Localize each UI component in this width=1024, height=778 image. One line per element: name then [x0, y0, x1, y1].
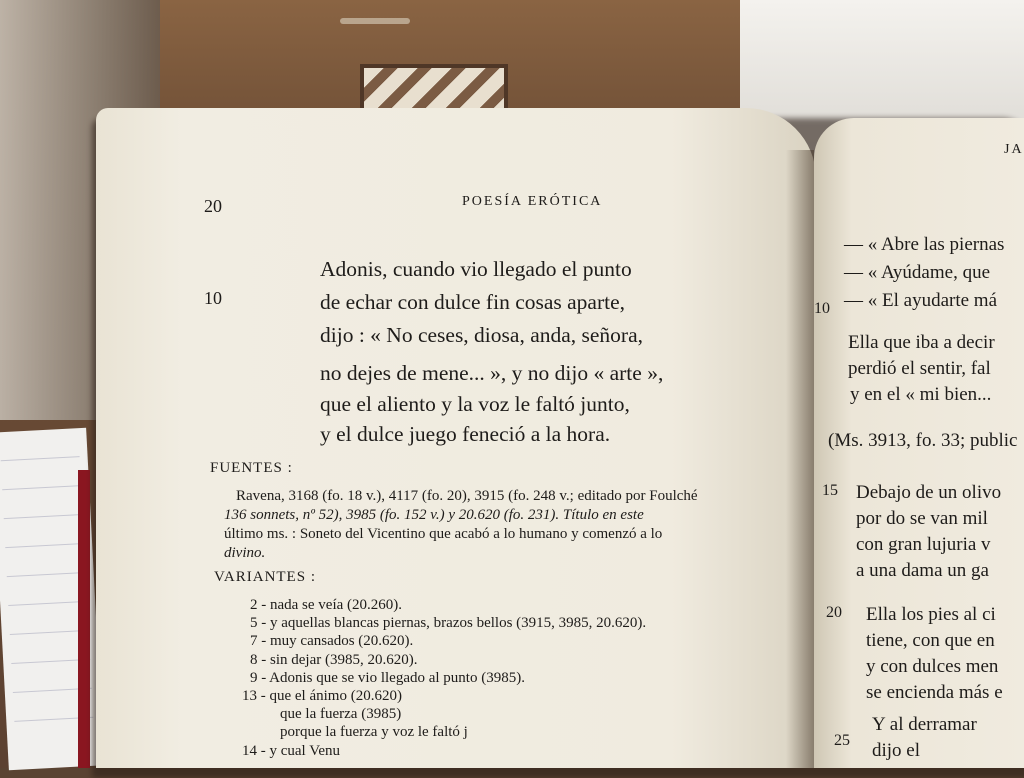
fuentes-label: FUENTES :	[210, 460, 293, 476]
verse-line: de echar con dulce fin cosas aparte,	[320, 290, 626, 314]
book-gutter	[786, 150, 814, 768]
right-text-line: Y al derramar	[872, 714, 977, 735]
right-text-line: y en el « mi bien...	[850, 384, 992, 405]
variantes-line: 13 - que el ánimo (20.620)	[242, 688, 402, 704]
right-text-line: — « Ayúdame, que	[844, 262, 991, 283]
right-text-line: — « El ayudarte má	[844, 290, 998, 311]
page-number: 20	[204, 196, 222, 216]
right-line-number: 20	[826, 604, 842, 621]
right-text-line: (Ms. 3913, fo. 33; public	[828, 430, 1018, 451]
fuentes-line: Ravena, 3168 (fo. 18 v.), 4117 (fo. 20), 3915 (fo. 248 v.; editado por Foulché	[236, 488, 698, 504]
right-text-line: perdió el sentir, fal	[848, 358, 991, 379]
right-text-line: tiene, con que en	[866, 630, 995, 651]
variantes-line: que la fuerza (3985)	[280, 706, 402, 722]
right-text-line: dijo el	[872, 740, 921, 761]
right-text-line: se encienda más e	[866, 682, 1003, 703]
right-text-line: con gran lujuria v	[856, 534, 991, 555]
right-text-line: Ella que iba a decir	[848, 332, 995, 353]
right-text-line: — « Abre las piernas	[844, 234, 1005, 255]
book-red-cover-edge	[78, 470, 90, 768]
right-text-line: Ella los pies al ci	[866, 604, 996, 625]
right-running-head: JA	[1004, 142, 1024, 157]
variantes-line: 9 - Adonis que se vio llegado al punto (3985).	[250, 670, 525, 686]
cabinet-handle	[340, 18, 410, 24]
right-text-line: Debajo de un olivo	[856, 482, 1002, 503]
verse-line: dijo : « No ceses, diosa, anda, señora,	[320, 323, 644, 347]
line-number: 10	[204, 288, 222, 308]
right-page	[814, 118, 1024, 768]
right-line-number: 15	[822, 482, 838, 499]
variantes-line: porque la fuerza y voz le faltó j	[280, 724, 468, 740]
variantes-line: 5 - y aquellas blancas piernas, brazos bellos (3915, 3985, 20.620).	[250, 615, 647, 631]
variantes-label: VARIANTES :	[214, 569, 316, 585]
verse-line: y el dulce juego feneció a la hora.	[320, 422, 611, 446]
fuentes-line: divino.	[224, 545, 266, 561]
right-text-line: y con dulces men	[866, 656, 999, 677]
running-head: POESÍA ERÓTICA	[462, 194, 603, 209]
variantes-line: 8 - sin dejar (3985, 20.620).	[250, 652, 418, 668]
verse-line: que el aliento y la voz le faltó junto,	[320, 392, 630, 416]
variantes-line: 7 - muy cansados (20.620).	[250, 633, 414, 649]
right-text-line: por do se van mil	[856, 508, 988, 529]
fuentes-line: último ms. : Soneto del Vicentino que acabó a lo humano y comenzó a lo	[224, 526, 663, 542]
variantes-line: 2 - nada se veía (20.260).	[250, 597, 403, 613]
right-line-number: 25	[834, 732, 850, 749]
right-line-number: 10	[814, 300, 830, 317]
verse-line: no dejes de mene... », y no dijo « arte »,	[320, 361, 664, 385]
left-page	[96, 108, 816, 768]
right-text-line: a una dama un ga	[856, 560, 989, 581]
variantes-line: 14 - y cual Venu	[242, 743, 341, 759]
verse-line: Adonis, cuando vio llegado el punto	[320, 257, 632, 281]
fuentes-line: 136 sonnets, nº 52), 3985 (fo. 152 v.) y 20.620 (fo. 231). Título en este	[224, 507, 644, 523]
